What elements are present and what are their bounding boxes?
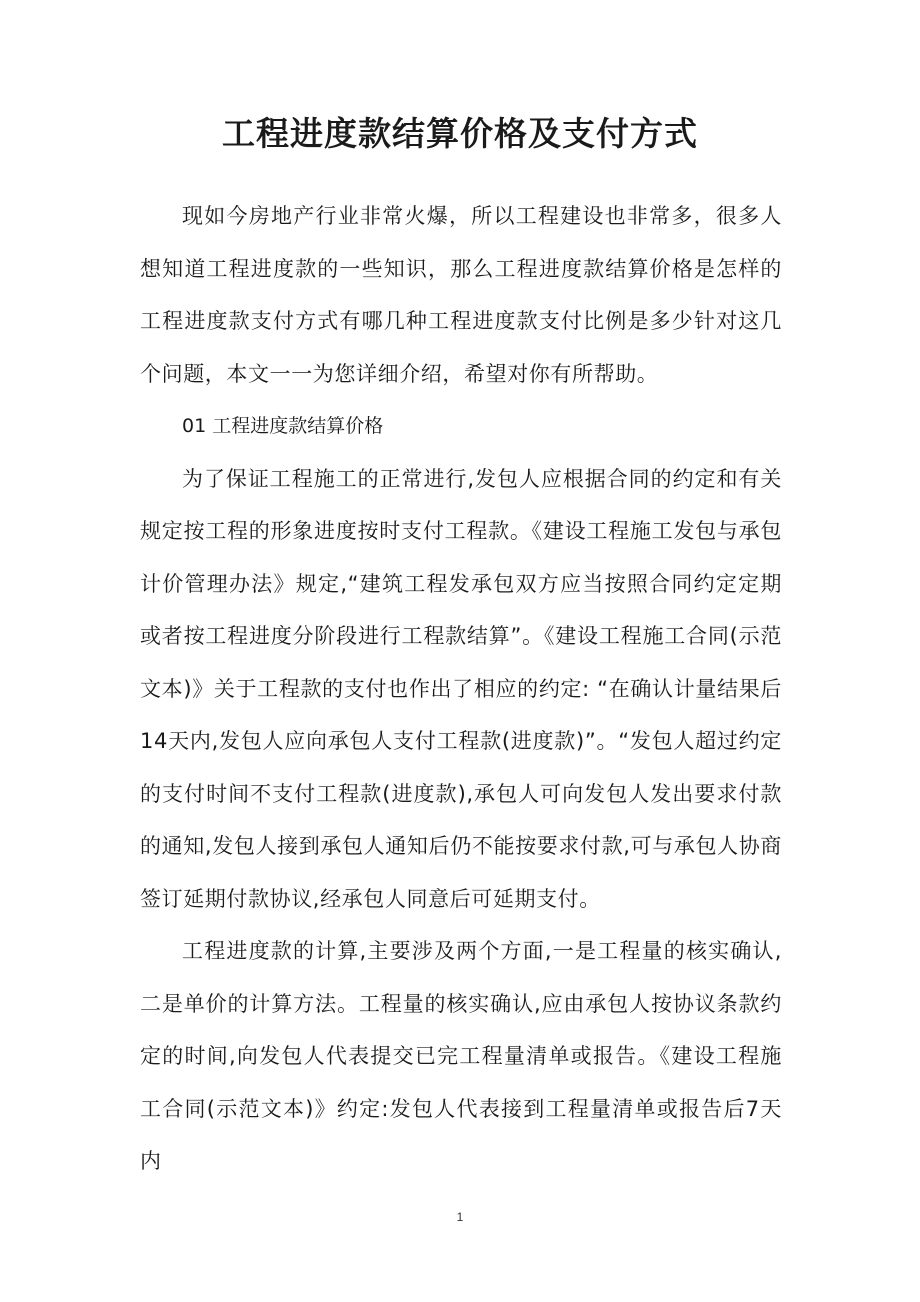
section-heading: 01 工程进度款结算价格 <box>182 415 384 437</box>
document-title: 工程进度款结算价格及支付方式 <box>222 114 698 153</box>
page-number: 1 <box>456 1210 464 1224</box>
intro-paragraph: 现如今房地产行业非常火爆，所以工程建设也非常多，很多人想知道工程进度款的一些知识，那么工程进度款结算价格是怎样的工程进度款支付方式有哪几种工程进度款支付比例是多少针对这几个问题，本文一一为您详细介绍，希望对你有所帮助。 <box>140 204 782 386</box>
calculation-paragraph: 工程进度款的计算,主要涉及两个方面,一是工程量的核实确认,二是单价的计算方法。工程量的核实确认,应由承包人按协议条款约定的时间,向发包人代表提交已完工程量清单或报告。《建设工程施工合同(示范文本)》约定:发包人代表接到工程量清单或报告后7天内 <box>140 939 782 1173</box>
document-body <box>140 190 782 1188</box>
payment-rules-paragraph: 为了保证工程施工的正常进行,发包人应根据合同的约定和有关规定按工程的形象进度按时支付工程款。《建设工程施工发包与承包计价管理办法》规定,“建筑工程发承包双方应当按照合同约定定期或者按工程进度分阶段进行工程款结算”。《建设工程施工合同(示范文本)》关于工程款的支付也作出了相应的约定: “在确认计量结果后14天内,发包人应向承包人支付工程款(进度款)”。“发包人超过约定的支付时间不支付工程款(进度款),承包人可向发包人发出要求付款的通知,发包人接到承包人通知后仍不能按要求付款,可与承包人协商签订延期付款协议,经承包人同意后可延期支付。 <box>140 466 782 911</box>
